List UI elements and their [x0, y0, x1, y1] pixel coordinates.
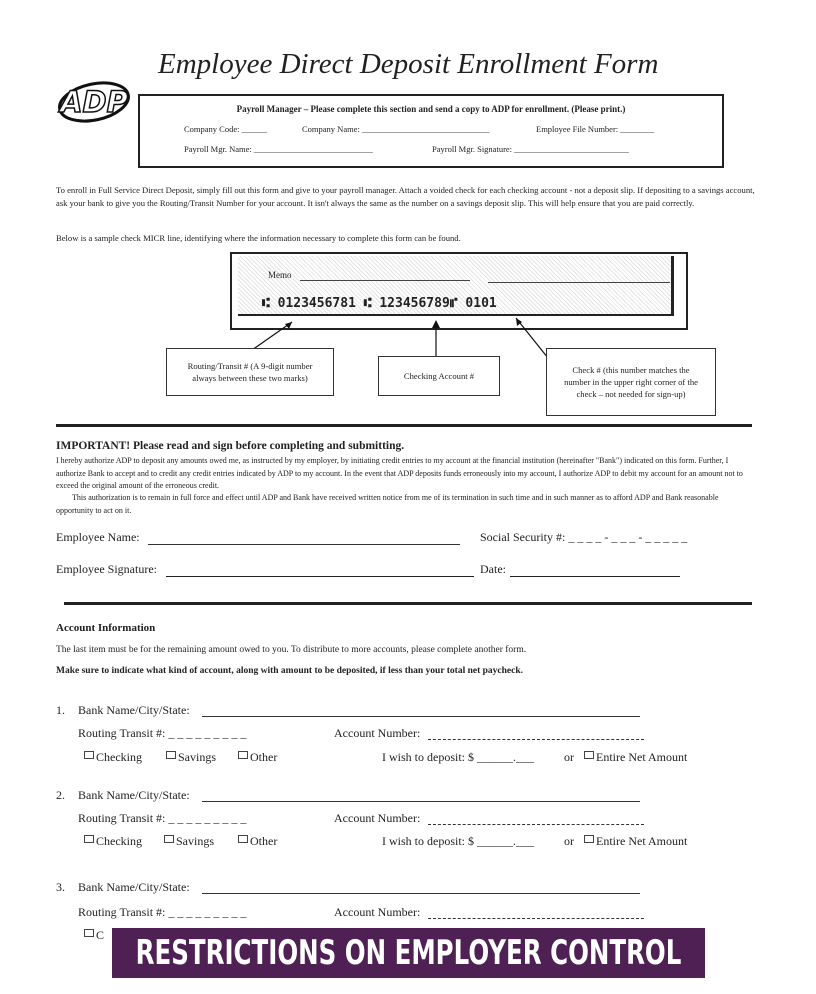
account-info-heading: Account Information [56, 622, 156, 634]
account-2-number: 2. [56, 788, 65, 802]
company-code-field[interactable]: Company Code: ______ [184, 124, 268, 134]
account-info-instruction: Make sure to indicate what kind of account, along with amount to be deposited, if less than your total net paycheck. [56, 666, 524, 676]
account-callout: Checking Account # [378, 356, 500, 396]
account-2-other-option[interactable]: Other [238, 834, 277, 849]
account-1-number: 1. [56, 703, 65, 717]
account-1-deposit-field[interactable]: I wish to deposit: $ ______.___ [382, 750, 534, 764]
account-2-deposit-field[interactable]: I wish to deposit: $ ______.___ [382, 834, 534, 848]
account-2-checking-option[interactable]: Checking [84, 834, 142, 849]
account-2-bank-input[interactable] [202, 801, 640, 802]
checkbox-icon[interactable] [164, 835, 174, 843]
checkbox-icon[interactable] [84, 929, 94, 937]
employee-name-input[interactable] [148, 544, 460, 545]
account-info-note: The last item must be for the remaining amount owed to you. To distribute to more accounts, please complete another form. [56, 645, 527, 655]
account-3-checking-option[interactable]: C [84, 928, 104, 943]
employee-signature-input[interactable] [166, 576, 474, 577]
checkbox-icon[interactable] [84, 835, 94, 843]
account-2-account-input[interactable] [428, 824, 644, 825]
account-3-bank-label: Bank Name/City/State: [78, 880, 190, 894]
section-divider-2 [64, 602, 752, 605]
account-1-savings-option[interactable]: Savings [166, 750, 216, 765]
company-name-field[interactable]: Company Name: ______________________________ [302, 124, 490, 134]
account-1-bank-label: Bank Name/City/State: [78, 703, 190, 717]
form-title: Employee Direct Deposit Enrollment Form [158, 48, 659, 80]
employee-signature-label: Employee Signature: [56, 562, 157, 576]
payroll-mgr-signature-field[interactable]: Payroll Mgr. Signature: ___________________________ [432, 144, 629, 154]
account-2-bank-label: Bank Name/City/State: [78, 788, 190, 802]
payroll-manager-heading: Payroll Manager – Please complete this section and send a copy to ADP for enrollment. (Please print.) [236, 104, 626, 114]
account-1-account-label: Account Number: [334, 726, 421, 740]
account-1-routing-field[interactable]: Routing Transit #: _ _ _ _ _ _ _ _ _ [78, 726, 247, 740]
sample-check-note: Below is a sample check MICR line, identifying where the information necessary to complete this form can be found. [56, 233, 461, 243]
date-input[interactable] [510, 576, 680, 577]
account-3-routing-field[interactable]: Routing Transit #: _ _ _ _ _ _ _ _ _ [78, 905, 247, 919]
account-1-checking-option[interactable]: Checking [84, 750, 142, 765]
intro-paragraph: To enroll in Full Service Direct Deposit, simply fill out this form and give to your payroll manager. Attach a voided check for each checking account - not a deposit slip. If depositing to a savings account, ask your bank to give you the Routing/Transit Number for your account. It isn't always the same as the number on a savings deposit slip. This will help ensure that you are paid correctly. [56, 185, 755, 208]
section-divider-1 [56, 424, 752, 427]
important-heading: IMPORTANT! Please read and sign before completing and submitting. [56, 440, 405, 452]
check-micr-line: ⑆ 0123456781 ⑆ 123456789⑈ 0101 [262, 296, 497, 311]
account-1-other-option[interactable]: Other [238, 750, 277, 765]
account-1-account-input[interactable] [428, 739, 644, 740]
employee-name-label: Employee Name: [56, 530, 140, 544]
account-1-entire-option[interactable]: Entire Net Amount [584, 750, 687, 765]
account-3-account-input[interactable] [428, 918, 644, 919]
account-2-entire-option[interactable]: Entire Net Amount [584, 834, 687, 849]
payroll-mgr-name-field[interactable]: Payroll Mgr. Name: ____________________________ [184, 144, 373, 154]
routing-callout: Routing/Transit # (A 9-digit number always between these two marks) [166, 348, 334, 396]
account-2-or: or [564, 834, 574, 848]
authorization-text: I hereby authorize ADP to deposit any amounts owed me, as instructed by my employer, by initiating credit entries to my account at the financial institution (hereinafter "Bank") indicated on this form. Further, I authorize Bank to accept and to credit any credit entries indicated by ADP to my account. In the event that ADP deposits funds erroneously into my account, I authorize ADP to debit my account for an amount not to exceed the original amount of the erroneous credit. [56, 456, 743, 490]
checkbox-icon[interactable] [584, 751, 594, 759]
account-1-or: or [564, 750, 574, 764]
checkbox-icon[interactable] [166, 751, 176, 759]
date-label: Date: [480, 562, 506, 576]
checkbox-icon[interactable] [84, 751, 94, 759]
account-2-account-label: Account Number: [334, 811, 421, 825]
adp-logo-text: ADP [60, 85, 128, 119]
checkbox-icon[interactable] [238, 751, 248, 759]
routing-arrow [252, 322, 292, 350]
check-number-arrow [516, 318, 548, 358]
caption-banner-text: RESTRICTIONS ON EMPLOYER CONTROL [135, 933, 682, 973]
caption-banner [112, 928, 705, 978]
account-3-number: 3. [56, 880, 65, 894]
ssn-field[interactable]: Social Security #: _ _ _ _ - _ _ _ - _ _ _ _ _ [480, 530, 688, 544]
authorization-terms: This authorization is to remain in full force and effect until ADP and Bank have received written notice from me of its termination in such time and in such manner as to afford ADP and Bank reasonable opportunity to act on it. [56, 493, 719, 515]
account-2-savings-option[interactable]: Savings [164, 834, 214, 849]
account-2-routing-field[interactable]: Routing Transit #: _ _ _ _ _ _ _ _ _ [78, 811, 247, 825]
check-memo-label: Memo [268, 270, 292, 280]
account-1-bank-input[interactable] [202, 716, 640, 717]
account-3-bank-input[interactable] [202, 893, 640, 894]
account-3-account-label: Account Number: [334, 905, 421, 919]
checkbox-icon[interactable] [584, 835, 594, 843]
employee-file-number-field[interactable]: Employee File Number: ________ [536, 124, 655, 134]
check-number-callout: Check # (this number matches the number in the upper right corner of the check – not needed for sign-up) [546, 348, 716, 416]
checkbox-icon[interactable] [238, 835, 248, 843]
